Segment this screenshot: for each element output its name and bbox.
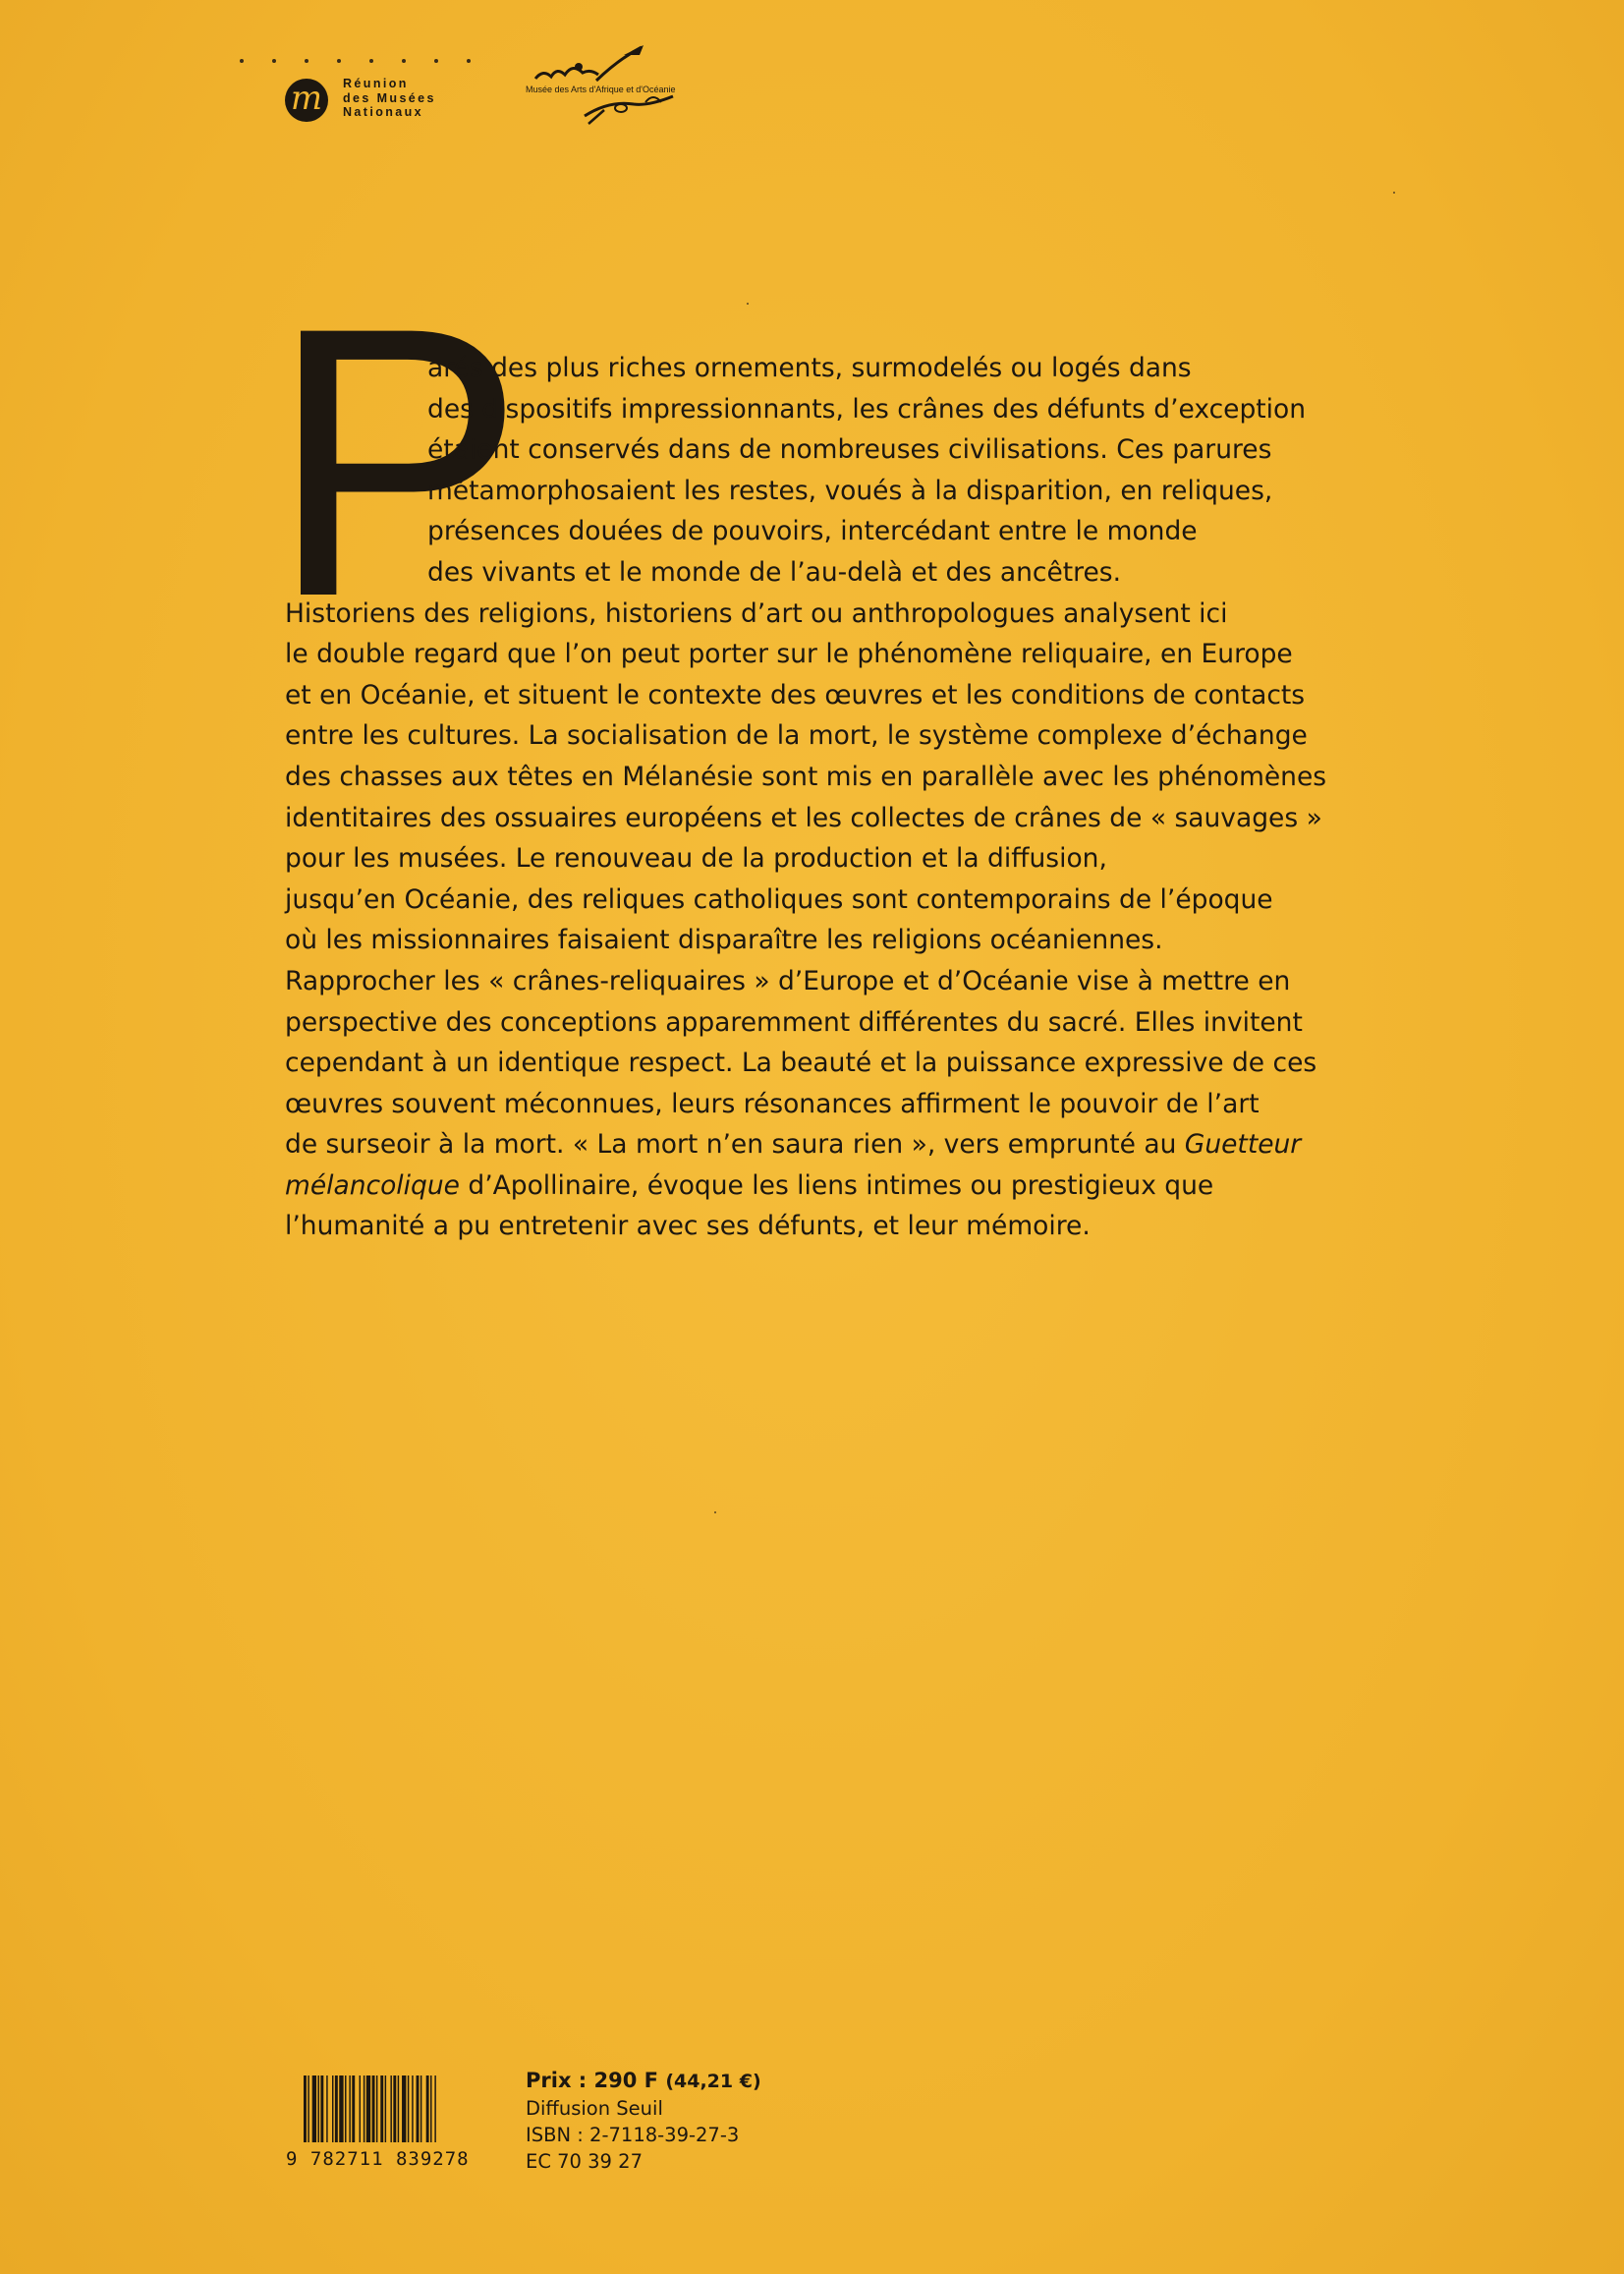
barcode-bar bbox=[320, 2075, 323, 2142]
text-line: des vivants et le monde de l’au-delà et des ancêtres. bbox=[427, 556, 1122, 588]
barcode-bar bbox=[385, 2075, 386, 2142]
text-line: présences douées de pouvoirs, intercédant entre le monde bbox=[427, 516, 1198, 547]
text-line bbox=[285, 1124, 1375, 1165]
text-line: l’humanité a pu entretenir avec ses défunts, et leur mémoire. bbox=[285, 1211, 1091, 1242]
rmn-logo-text bbox=[343, 77, 436, 120]
barcode-bar bbox=[380, 2075, 383, 2142]
text-line: métamorphosaient les restes, voués à la disparition, en reliques, bbox=[427, 475, 1273, 506]
isbn: ISBN : 2-7118-39-27-3 bbox=[526, 2124, 740, 2146]
barcode-bar bbox=[326, 2075, 327, 2142]
paper-fleck bbox=[1393, 192, 1395, 194]
barcode-bar bbox=[304, 2075, 307, 2142]
barcode-bar bbox=[426, 2075, 429, 2142]
barcode-bar bbox=[312, 2075, 316, 2142]
rmn-logo-line: des Musées bbox=[343, 90, 436, 105]
price-line bbox=[526, 2068, 761, 2095]
price-euro: (44,21 €) bbox=[665, 2071, 761, 2092]
text-segment: de surseoir à la mort. « La mort n’en saura rien », vers emprunté au bbox=[285, 1129, 1185, 1161]
barcode-bar bbox=[352, 2075, 355, 2142]
barcode-bar bbox=[360, 2075, 361, 2142]
text-line: œuvres souvent méconnues, leurs résonances affirment le pouvoir de l’art bbox=[285, 1088, 1260, 1119]
paper-fleck bbox=[747, 303, 749, 305]
barcode-bar bbox=[408, 2075, 409, 2142]
text-line: perspective des conceptions apparemment différentes du sacré. Elles invitent bbox=[285, 1006, 1303, 1038]
imprint-block bbox=[526, 2068, 761, 2175]
text-line: identitaires des ossuaires européens et les collectes de crânes de « sauvages » bbox=[285, 802, 1322, 833]
barcode-bar bbox=[372, 2075, 375, 2142]
text-segment: d’Apollinaire, évoque les liens intimes ou prestigieux que bbox=[459, 1169, 1214, 1201]
text-line: pour les musées. Le renouveau de la production et la diffusion, bbox=[285, 843, 1107, 875]
barcode-bar bbox=[402, 2075, 406, 2142]
musee-logo-label: Musée des Arts d'Afrique et d'Océanie bbox=[526, 85, 676, 94]
barcode-bar bbox=[417, 2075, 420, 2142]
rmn-logo-line: Nationaux bbox=[343, 105, 424, 119]
text-line: entre les cultures. La socialisation de la mort, le système complexe d’échange bbox=[285, 720, 1308, 752]
barcode-bar bbox=[398, 2075, 399, 2142]
barcode-bar bbox=[332, 2075, 333, 2142]
rmn-monogram-logo: m bbox=[285, 79, 328, 122]
text-line: des dispositifs impressionnants, les crânes des défunts d’exception bbox=[427, 393, 1307, 425]
text-line bbox=[285, 1165, 1375, 1207]
drop-cap: P bbox=[269, 248, 526, 676]
rmn-logo-line: Réunion bbox=[343, 77, 409, 90]
barcode-bar bbox=[318, 2075, 319, 2142]
barcode-bar bbox=[335, 2075, 338, 2142]
barcode-bar bbox=[376, 2075, 377, 2142]
text-line: où les missionnaires faisaient disparaître les religions océaniennes. bbox=[285, 925, 1163, 956]
barcode-bar bbox=[345, 2075, 346, 2142]
price: Prix : 290 F bbox=[526, 2069, 659, 2092]
back-cover-text bbox=[285, 348, 1375, 1247]
text-line: Rapprocher les « crânes-reliquaires » d’Europe et d’Océanie vise à mettre en bbox=[285, 965, 1291, 996]
barcode-bar bbox=[420, 2075, 421, 2142]
barcode-bar bbox=[393, 2075, 396, 2142]
text-line: cependant à un identique respect. La beauté et la puissance expressive de ces bbox=[285, 1048, 1317, 1079]
barcode-bar bbox=[390, 2075, 391, 2142]
catalog-code: EC 70 39 27 bbox=[526, 2150, 643, 2173]
text-line: le double regard que l’on peut porter sur le phénomène reliquaire, en Europe bbox=[285, 639, 1293, 670]
barcode-bar bbox=[430, 2075, 431, 2142]
barcode-bar bbox=[434, 2075, 435, 2142]
text-line: arés des plus riches ornements, surmodelés ou logés dans bbox=[427, 353, 1192, 383]
barcode bbox=[304, 2075, 473, 2142]
barcode-bar bbox=[366, 2075, 370, 2142]
text-line: Historiens des religions, historiens d’art ou anthropologues analysent ici bbox=[285, 597, 1228, 629]
text-line: et en Océanie, et situent le contexte des œuvres et les conditions de contacts bbox=[285, 679, 1306, 711]
barcode-block bbox=[286, 2075, 482, 2172]
italic-title-part: mélancolique bbox=[285, 1169, 460, 1201]
text-line: étaient conservés dans de nombreuses civilisations. Ces parures bbox=[427, 434, 1272, 466]
paper-fleck bbox=[714, 1511, 716, 1513]
distributor: Diffusion Seuil bbox=[526, 2097, 663, 2120]
barcode-digits: 9 782711 839278 bbox=[286, 2148, 470, 2170]
barcode-bar bbox=[349, 2075, 350, 2142]
text-line: des chasses aux têtes en Mélanésie sont mis en parallèle avec les phénomènes bbox=[285, 761, 1327, 792]
barcode-bar bbox=[412, 2075, 413, 2142]
barcode-bar bbox=[339, 2075, 343, 2142]
italic-title-part: Guetteur bbox=[1184, 1129, 1302, 1161]
text-line: jusqu’en Océanie, des reliques catholiques sont contemporains de l’époque bbox=[285, 883, 1273, 915]
decorative-dots bbox=[240, 59, 476, 67]
